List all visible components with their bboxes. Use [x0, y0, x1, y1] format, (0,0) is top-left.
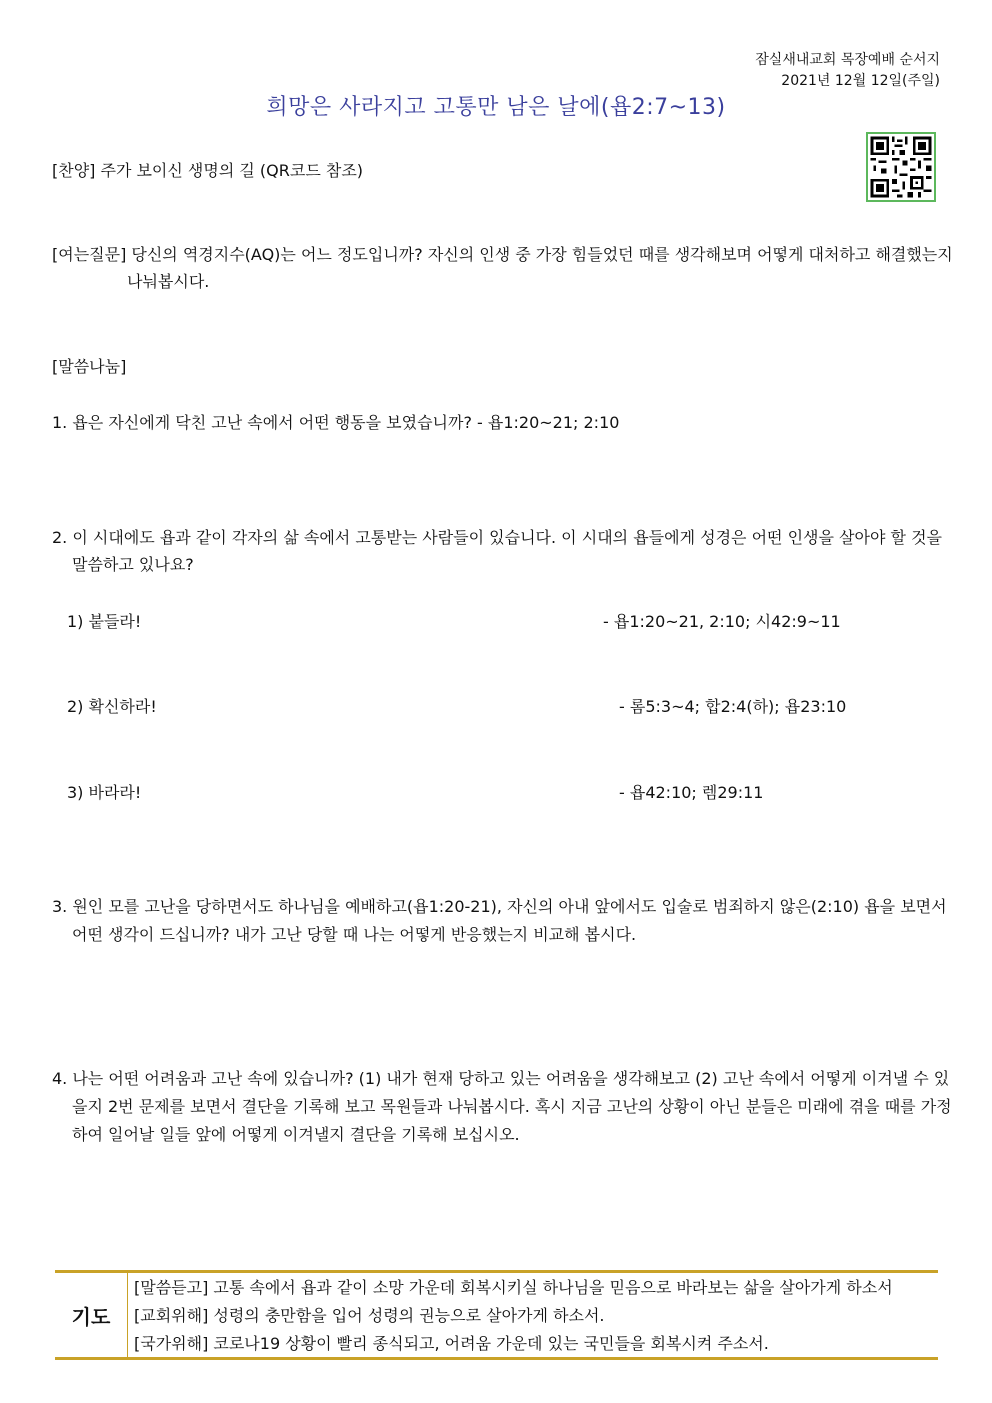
question-2-line-2: 말씀하고 있나요? — [72, 555, 194, 574]
q2-item-1-ref: - 욥1:20~21, 2:10; 시42:9~11 — [603, 612, 841, 631]
question-4-line-3: 하여 일어날 일들 앞에 어떻게 이겨낼지 결단을 기록해 보십시오. — [72, 1125, 520, 1144]
question-3-line-2: 어떤 생각이 드십니까? 내가 고난 당할 때 나는 어떻게 반응했는지 비교해 봅시다. — [72, 925, 637, 944]
prayer-line-2: [교회위해] 성령의 충만함을 입어 성령의 권능으로 살아가게 하소서. — [134, 1306, 605, 1325]
prayer-line-1: [말씀듣고] 고통 속에서 욥과 같이 소망 가운데 회복시키실 하나님을 믿음으로 바라보는 삶을 살아가게 하소서 — [134, 1278, 893, 1297]
church-line: 잠실새내교회 목장예배 순서지 — [755, 52, 940, 68]
section-label: [말씀나눔] — [52, 357, 127, 376]
question-3-line-1: 3. 원인 모를 고난을 당하면서도 하나님을 예배하고(욥1:20-21), 자신의 아내 앞에서도 입술로 범죄하지 않은(2:10) 욥을 보면서 — [52, 897, 947, 916]
page-title: 희망은 사라지고 고통만 남은 날에(욥2:7~13) — [266, 95, 726, 120]
document-header — [755, 50, 940, 92]
q2-item-2-label: 2) 확신하라! — [67, 697, 157, 716]
prayer-line-3: [국가위해] 코로나19 상황이 빨리 종식되고, 어려움 가운데 있는 국민들을 회복시켜 주소서. — [134, 1334, 769, 1353]
question-4-line-2: 을지 2번 문제를 보면서 결단을 기록해 보고 목원들과 나눠봅시다. 혹시 지금 고난의 상황이 아닌 분들은 미래에 겪을 때를 가정 — [72, 1097, 952, 1116]
q2-item-2-ref: - 롬5:3~4; 합2:4(하); 욥23:10 — [619, 697, 847, 716]
q2-item-3-ref: - 욥42:10; 렘29:11 — [619, 783, 764, 802]
q2-item-3-label: 3) 바라라! — [67, 783, 142, 802]
opening-question-line-2: 나눠봅시다. — [127, 272, 210, 291]
question-2-line-1: 2. 이 시대에도 욥과 같이 각자의 삶 속에서 고통받는 사람들이 있습니다. 이 시대의 욥들에게 성경은 어떤 인생을 살아야 할 것을 — [52, 528, 942, 547]
date-line: 2021년 12월 12일(주일) — [781, 73, 940, 89]
question-1: 1. 욥은 자신에게 닥친 고난 속에서 어떤 행동을 보였습니까? - 욥1:20~21; 2:10 — [52, 413, 620, 432]
praise-line: [찬양] 주가 보이신 생명의 길 (QR코드 참조) — [52, 161, 364, 180]
prayer-heading: 기도 — [55, 1273, 128, 1357]
qr-code-icon[interactable] — [866, 132, 936, 202]
q2-item-1-label: 1) 붙들라! — [67, 612, 142, 631]
opening-question-line-1: [여는질문] 당신의 역경지수(AQ)는 어느 정도입니까? 자신의 인생 중 가장 힘들었던 때를 생각해보며 어떻게 대처하고 해결했는지 — [52, 245, 953, 264]
question-4-line-1: 4. 나는 어떤 어려움과 고난 속에 있습니까? (1) 내가 현재 당하고 있는 어려움을 생각해보고 (2) 고난 속에서 어떻게 이겨낼 수 있 — [52, 1069, 950, 1088]
